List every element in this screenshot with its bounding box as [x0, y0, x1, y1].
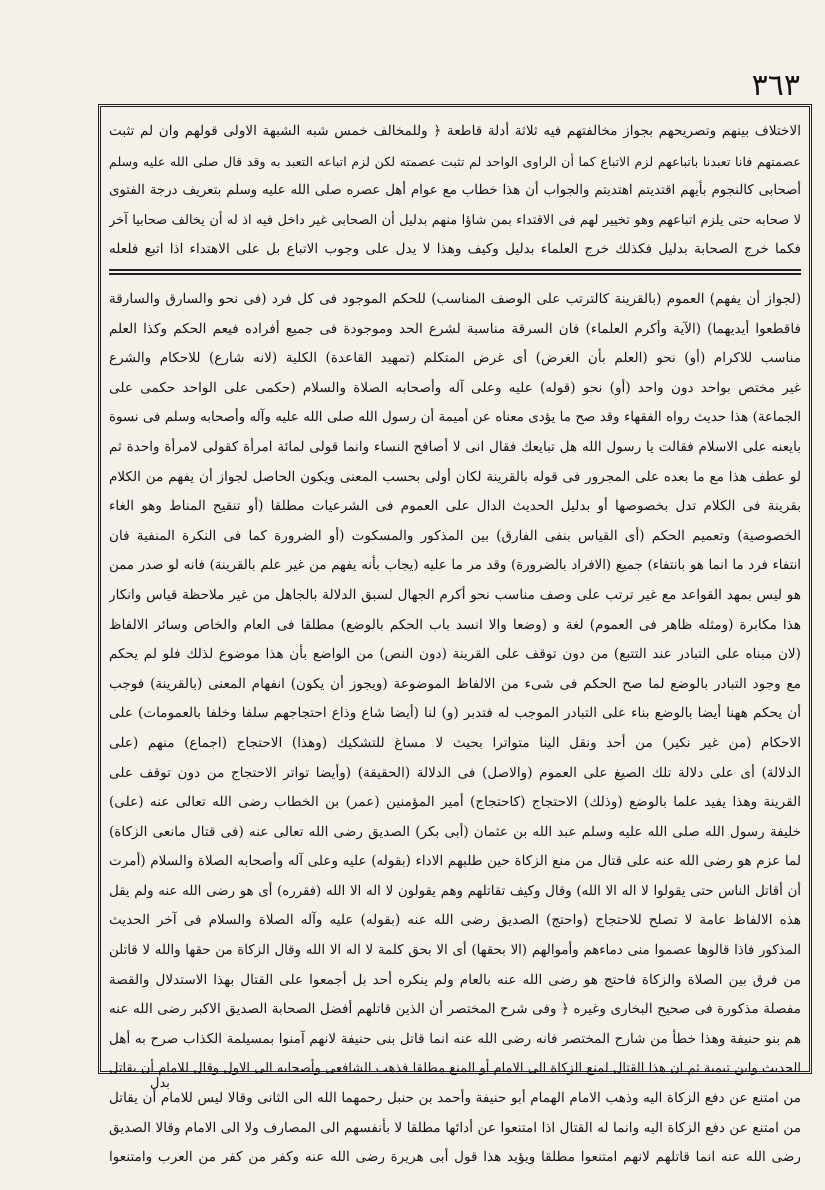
text-line: هم بنو حنيفة وهذا خطأ من شارح المختصر فانه رضى الله عنه انما قاتل بنى حنيفة لانهم آمنوا بمسيلمة الكذاب صرح به أهل	[109, 1030, 801, 1047]
text-line: هذا مكابرة (ومثله ظاهر فى العموم) لغة و (وضعا والا انسد باب الحكم بالوضع) مطلقا فى العام والخاص وسائر الالفاظ	[109, 616, 801, 633]
text-line: لا صحابه حتى يلزم اتباعهم وهو تخيير لهم فى الاقتداء بمن شاؤا منهم بدليل أن الصحابى غير داخل فيه اذ له أن يخالف صحابيا آخر	[109, 212, 801, 228]
text-line: بقرينة فى الكلام تدل بخصوصها أو بدليل الحديث الدال على العموم فى الشرعيات مطلقا (أو تنقيح المناط وهو الغاء	[109, 498, 801, 515]
page-number: ٣٦٣	[751, 68, 800, 103]
text-line: فاقطعوا أيديهما) (الآية وأكرم العلماء) فان السرقة مناسبة لشرع الحد وموجودة فى جميع أفراده فيعم الحكم وكذا العلم	[109, 320, 801, 337]
text-line: القرينة وهذا يفيد علما بالوضع (وذلك) الاحتجاج (كاحتجاج) أمير المؤمنين (عمر) بن الخطاب رضى الله تعالى عنه (على)	[109, 794, 801, 811]
text-line: أن يحكم ههنا أيضا بالوضع بناء على التبادر الموجب له فتدبر (و) لنا (أيضا شاع وذاع احتجاجهم سلفا وخلفا بالعمومات) على	[109, 705, 801, 722]
text-line: لو عطف هذا مع ما بعده على المجرور فى قوله بالقرينة لكان أولى بحسب المعنى ويكون الحاصل لجواز أن يفهم من الكلام	[109, 468, 801, 485]
text-line: الاحكام (من غير نكير) من أحد ونقل الينا متواترا بحيث لا مساغ للتشكيك (وهذا) الاحتجاج (اجماع) منهم (على	[109, 734, 801, 751]
text-line: أصحابى كالنجوم بأيهم اقتديتم اهتديتم والجواب أن هذا خطاب مع عوام أهل عصره صلى الله عليه وسلم بتعريف درجة الفتوى	[109, 183, 801, 198]
text-line: بايعنه على الاسلام فقالت يا رسول الله هل تبايعك فقال انى لا أصافح النساء وانما قولى لمائة امرأة كقولى لامرأة واحدة ثم	[109, 438, 801, 455]
text-line: (لان مبناه على التبادر عند التتبع) من دون توقف على القرينة (دون النص) من الواضع بأن هذا موضوع لذلك فلو لم يحكم	[109, 646, 801, 663]
text-line: عصمتهم فانا تعبدنا باتباعهم لزم الاتباع كما أن الراوى الواحد لم تثبت عصمته لكن لزم اتباعه التعبد به وقد قال صلى الله عليه وسلم	[109, 153, 801, 169]
text-line: الجماعة) هذا حديث رواه الفقهاء وقد صح ما يؤدى معناه عن أميمة أن رسول الله صلى الله عليه وآله وأصحابه وسلم فى نسوة	[109, 410, 801, 426]
text-line: لما عزم هو رضى الله عنه على قتال من منع الزكاة حين طلبهم الاداء (بقوله) عليه وعلى آله وأصحابه الصلاة والسلام (أمرت	[109, 853, 801, 870]
text-line: الخصوصية) وتعميم الحكم (أى القياس بنفى الفارق) بين المذكور والمسكوت (أو الضرورة كما فى النكرة المنفية فان	[109, 527, 801, 544]
text-line: من امتنع عن دفع الزكاة اليه وذهب الامام الهمام أبو حنيفة وأحمد بن حنبل رحمهما الله الى الثانى وقالا ليس للامام أن يقاتل	[109, 1090, 801, 1107]
text-line: الحديث وابن تيمية ثم ان هذا القتال لمنع الزكاة الى الامام أو المنع مطلقا فذهب الشافعى وأصحابه الى الاول وقال للامام أن يقاتل	[109, 1061, 801, 1077]
text-line: مناسب للاكرام (أو) نحو (العلم بأن الغرض) أى غرض المتكلم (تمهيد القاعدة) الكلية (لانه شارع) للاحكام والشرع	[109, 350, 801, 367]
text-line: فكما خرج الصحابة بدليل فكذلك خرج العلماء بدليل وكيف وهذا لا يدل على وجوب الاتباع بل على الاهتداء اذا اتبع فلعله	[109, 241, 801, 257]
text-line: خليفة رسول الله صلى الله عليه وسلم عبد الله بن عثمان (أبى بكر) الصديق رضى الله تعالى عنه (فى قتال مانعى الزكاة)	[109, 823, 801, 840]
lower-commentary-block	[109, 285, 801, 1166]
upper-commentary-block	[109, 117, 801, 265]
text-line: هذه الالفاظ عامة لا تصلح للاحتجاج (واحتج) الصديق رضى الله عنه (بقوله) عليه وآله الصلاة والسلام فى آخر الحديث	[109, 912, 801, 929]
text-line: المذكور فاذا قالوها عصموا منى دماءهم وأموالهم (الا بحقها) أى الا بحق كلمة لا اله الا الله وقال الزكاة من حقها والله لا قاتلن	[109, 943, 801, 959]
text-line: (لجواز أن يفهم) العموم (بالقرينة كالترتب على الوصف المناسب) للحكم الموجود فى كل فرد (فى نحو والسارق والسارقة	[109, 291, 801, 307]
text-line: من فرق بين الصلاة والزكاة فاحتج هو رضى الله عنه بالعام ولم ينكره أحد بل أجمعوا على القتال بهذا الاستدلال والقصة	[109, 971, 801, 988]
text-line: الدلالة) أى على دلالة تلك الصيغ على العموم (والاصل) فى الدلالة (الحقيقة) (وأيضا تواتر الاحتجاج من دون توقف على	[109, 764, 801, 781]
text-line: أن أقاتل الناس حتى يقولوا لا اله الا الله) وقال وكيف تقاتلهم وهم يقولون لا اله الا الله (فقرره) أى هو رضى الله عنه ولم يقل	[109, 883, 801, 899]
text-line: انتفاء فرد ما انما هو بانتفاء) جميع (الافراد بالضرورة) وقد مر ما عليه (يجاب بأنه يفهم من غير علم بالقرينة) فانه لو صدر ممن	[109, 558, 801, 574]
catchword: بدل	[150, 1076, 170, 1091]
section-divider	[109, 273, 801, 275]
text-line: هو ليس بمهد القواعد مع غير ترتب على وصف مناسب نحو أكرم الجهال لسبق الدلالة بالجاهل من غير ملاحظة قياس وانكار	[109, 586, 801, 603]
text-line: غير مختص بواحد دون واحد (أو) نحو (قوله) عليه وعلى آله وأصحابه الصلاة والسلام (حكمى على الواحد حكمى على	[109, 379, 801, 396]
page-frame	[98, 104, 812, 1166]
text-line: مع وجود التبادر بالوضع لما صح الحكم فى شىء من الالفاظ الموضوعة (ويجوز أن يكون) انفهام المعنى (بالقرينة) فوجب	[109, 675, 801, 692]
text-line: رضى الله عنه انما قاتلهم لانهم امتنعوا مطلقا ويؤيد هذا قول أبى هريرة رضى الله عنه وكفر من كفر من العرب وامتنعوا	[109, 1149, 801, 1166]
section-divider	[109, 269, 801, 271]
text-line: مفصلة مذكورة فى صحيح البخارى وغيره ﴿ وفى شرح المختصر أن الذين قاتلهم أفضل الصحابة الصديق الاكبر رضى الله عنه	[109, 1001, 801, 1018]
text-line: الاختلاف بينهم وتصريحهم بجواز مخالفتهم فيه ثلاثة أدلة قاطعة ﴿ وللمخالف خمس شبه الشبهة الاولى قولهم وان لم تثبت	[109, 123, 801, 139]
text-line: من امتنع عن دفع الزكاة اليه وانما له القتال اذا امتنعوا عن أدائها مطلقا لا بأنفسهم الى المصارف ولا الى الامام وقالا الصديق	[109, 1119, 801, 1136]
